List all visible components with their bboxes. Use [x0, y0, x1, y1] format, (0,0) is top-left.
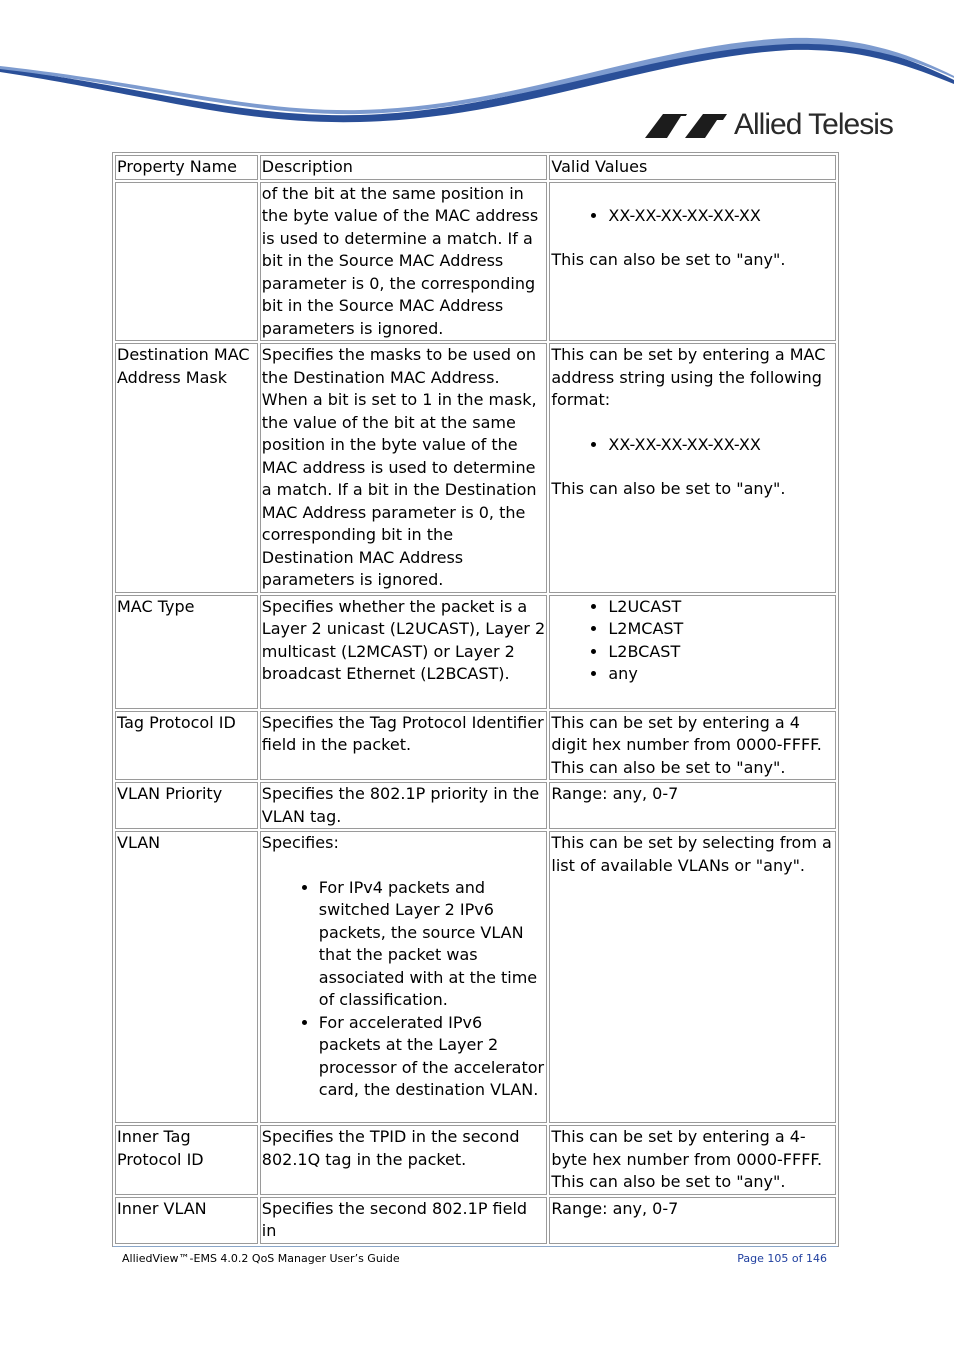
footer-page-number: Page 105 of 146: [737, 1252, 827, 1265]
property-name: Inner VLAN: [115, 1197, 258, 1244]
description-intro: Specifies:: [261, 833, 339, 852]
list-item: • For IPv4 packets and switched Layer 2 IPv6 packets, the source VLAN that the packet was associated with at the time of classification.: [319, 877, 546, 1012]
property-description: Specifies the Tag Protocol Identifier field in the packet.: [260, 711, 548, 781]
table-row: [115, 1125, 836, 1195]
property-description: [260, 831, 548, 1123]
table-row: [115, 595, 836, 709]
table-row: [115, 182, 836, 342]
property-description: Specifies the masks to be used on the Destination MAC Address. When a bit is set to 1 in the mask, the value of the bit at the same position in the byte value of the MAC address is used to determine a match. If a bit in the Destination MAC Address parameter is 0, the corresponding bit in the Destination MAC Address parameters is ignored.: [260, 343, 548, 593]
list-item: • XX-XX-XX-XX-XX-XX: [608, 205, 834, 228]
footer-divider: [113, 1246, 837, 1247]
property-name: Inner Tag Protocol ID: [115, 1125, 258, 1195]
valid-values: Range: any, 0-7: [549, 1197, 836, 1244]
footer-document-title: AlliedView™-EMS 4.0.2 QoS Manager User’s Guide: [122, 1252, 400, 1265]
table-row: [115, 343, 836, 593]
valid-values: [549, 343, 836, 593]
list-item: • L2MCAST: [608, 618, 834, 641]
valid-values-line: This can also be set to "any".: [551, 757, 786, 777]
list-item: • For accelerated IPv6 packets at the Layer 2 processor of the accelerator card, the destination VLAN.: [319, 1012, 546, 1102]
property-name: Destination MAC Address Mask: [115, 343, 258, 593]
table-row: [115, 711, 836, 781]
valid-values-note: This can also be set to "any".: [551, 250, 786, 269]
property-name: VLAN: [115, 831, 258, 1123]
valid-values: [549, 1125, 836, 1195]
table-row: [115, 782, 836, 829]
logo-wordmark: Allied Telesis: [734, 108, 893, 141]
property-table: [112, 152, 839, 1247]
valid-values-list: [551, 596, 834, 686]
property-name: VLAN Priority: [115, 782, 258, 829]
property-description: of the bit at the same position in the byte value of the MAC address is used to determine a match. If a bit in the Source MAC Address parameter is 0, the corresponding bit in the Source MAC Address parameters is ignored.: [260, 182, 548, 342]
description-list: [262, 877, 546, 1102]
property-description: Specifies the second 802.1P field in: [260, 1197, 548, 1244]
valid-values-list: [551, 434, 834, 457]
property-name: [115, 182, 258, 342]
valid-values-line: This can also be set to "any".: [551, 1172, 786, 1191]
valid-values: [549, 711, 836, 781]
property-description: Specifies the 802.1P priority in the VLAN tag.: [260, 782, 548, 829]
table-header-row: [115, 155, 836, 180]
list-item: • XX-XX-XX-XX-XX-XX: [608, 434, 834, 457]
valid-values-note: This can also be set to "any".: [551, 479, 786, 498]
property-description: Specifies whether the packet is a Layer 2 unicast (L2UCAST), Layer 2 multicast (L2MCAST) or Layer 2 broadcast Ethernet (L2BCAST).: [260, 595, 548, 709]
property-name: MAC Type: [115, 595, 258, 709]
table-row: [115, 831, 836, 1123]
header-description: Description: [260, 155, 548, 180]
property-description: Specifies the TPID in the second 802.1Q tag in the packet.: [260, 1125, 548, 1195]
list-item: • any: [608, 663, 834, 686]
list-item: • L2BCAST: [608, 641, 834, 664]
valid-values: This can be set by selecting from a list of available VLANs or "any".: [549, 831, 836, 1123]
valid-values: [549, 182, 836, 342]
property-name: Tag Protocol ID: [115, 711, 258, 781]
header-valid-values: Valid Values: [549, 155, 836, 180]
valid-values-line: This can be set by entering a 4-byte hex number from 0000-FFFF.: [551, 1127, 823, 1169]
valid-values-line: This can be set by entering a 4 digit hex number from 0000-FFFF.: [551, 712, 822, 754]
valid-values-intro: This can be set by entering a MAC address string using the following format:: [551, 345, 826, 409]
table-row: [115, 1197, 836, 1244]
valid-values: [549, 595, 836, 709]
valid-values: Range: any, 0-7: [549, 782, 836, 829]
list-item: • L2UCAST: [608, 596, 834, 619]
valid-values-list: [551, 205, 834, 228]
header-property-name: Property Name: [115, 155, 258, 180]
